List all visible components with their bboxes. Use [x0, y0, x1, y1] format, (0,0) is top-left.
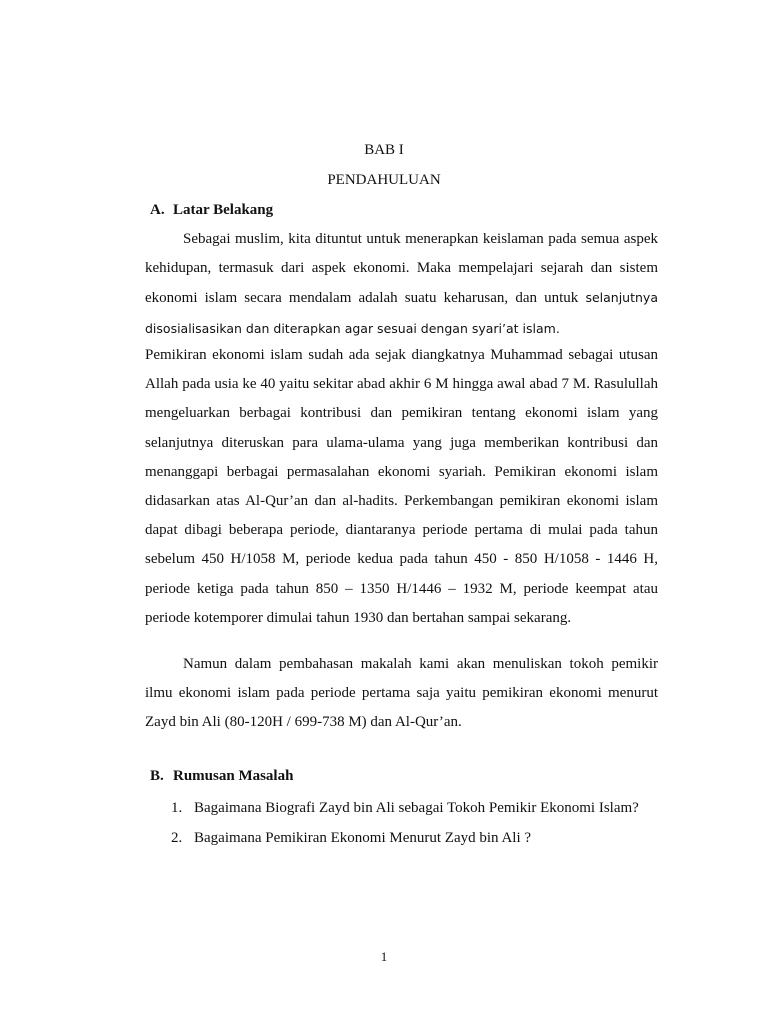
list-item-number: 1.: [171, 800, 183, 816]
section-letter: B.: [150, 768, 164, 784]
list-item: [171, 823, 639, 853]
paragraph-3: Namun dalam pembahasan makalah kami akan menuliskan tokoh pemikir ilmu ekonomi islam pada periode pertama saja yaitu pemikiran ekonomi menurut Zayd bin Ali (80-120H / 699-738 M) dan Al-Qur’an.: [145, 656, 658, 731]
list-item-number: 2.: [171, 830, 183, 846]
section-letter: A.: [150, 202, 165, 218]
section-title: Latar Belakang: [173, 202, 274, 218]
paragraph-2: Pemikiran ekonomi islam sudah ada sejak diangkatnya Muhammad sebagai utusan Allah pada usia ke 40 yaitu sekitar abad akhir 6 M hingga awal abad 7 M. Rasulullah mengeluarkan berbagai kontribusi dan pemikiran tentang ekonomi islam yang selanjutnya diteruskan para ulama-ulama yang juga memberikan kontribusi dan menanggapi berbagai permasalahan ekonomi syariah. Pemikiran ekonomi islam didasarkan atas Al-Qur’an dan al-hadits. Perkembangan pemikiran ekonomi islam dapat dibagi beberapa periode, diantaranya periode pertama di mulai pada tahun sebelum 450 H/1058 M, periode kedua pada tahun 450 - 850 H/1058 - 1446 H, periode ketiga pada tahun 850 – 1350 H/1446 – 1932 M, periode keempat atau periode kotemporer dimulai tahun 1930 dan bertahan sampai sekarang.: [145, 347, 658, 626]
list-item: [171, 793, 639, 823]
section-heading-latar-belakang: [150, 202, 273, 219]
section-heading-rumusan-masalah: [150, 768, 293, 785]
paragraph-1-main: Sebagai muslim, kita dituntut untuk menerapkan keislaman pada semua aspek kehidupan, termasuk dari aspek ekonomi. Maka mempelajari sejarah dan sistem ekonomi islam secara mendalam adalah suatu keharusan, dan untuk: [145, 231, 658, 307]
page-number: 1: [380, 949, 388, 964]
section-title: Rumusan Masalah: [173, 768, 294, 784]
paragraph-1-tail: selanjutnya disosialisasikan dan diterapkan agar sesuai dengan syari’at islam.: [145, 290, 658, 336]
chapter-label: BAB I: [364, 142, 404, 158]
chapter-title: PENDAHULUAN: [327, 172, 441, 188]
question-list: [171, 793, 639, 853]
list-item-text: Bagaimana Pemikiran Ekonomi Menurut Zayd bin Ali ?: [194, 830, 532, 846]
list-item-text: Bagaimana Biografi Zayd bin Ali sebagai Tokoh Pemikir Ekonomi Islam?: [194, 800, 639, 816]
paragraph-1: [145, 225, 658, 344]
